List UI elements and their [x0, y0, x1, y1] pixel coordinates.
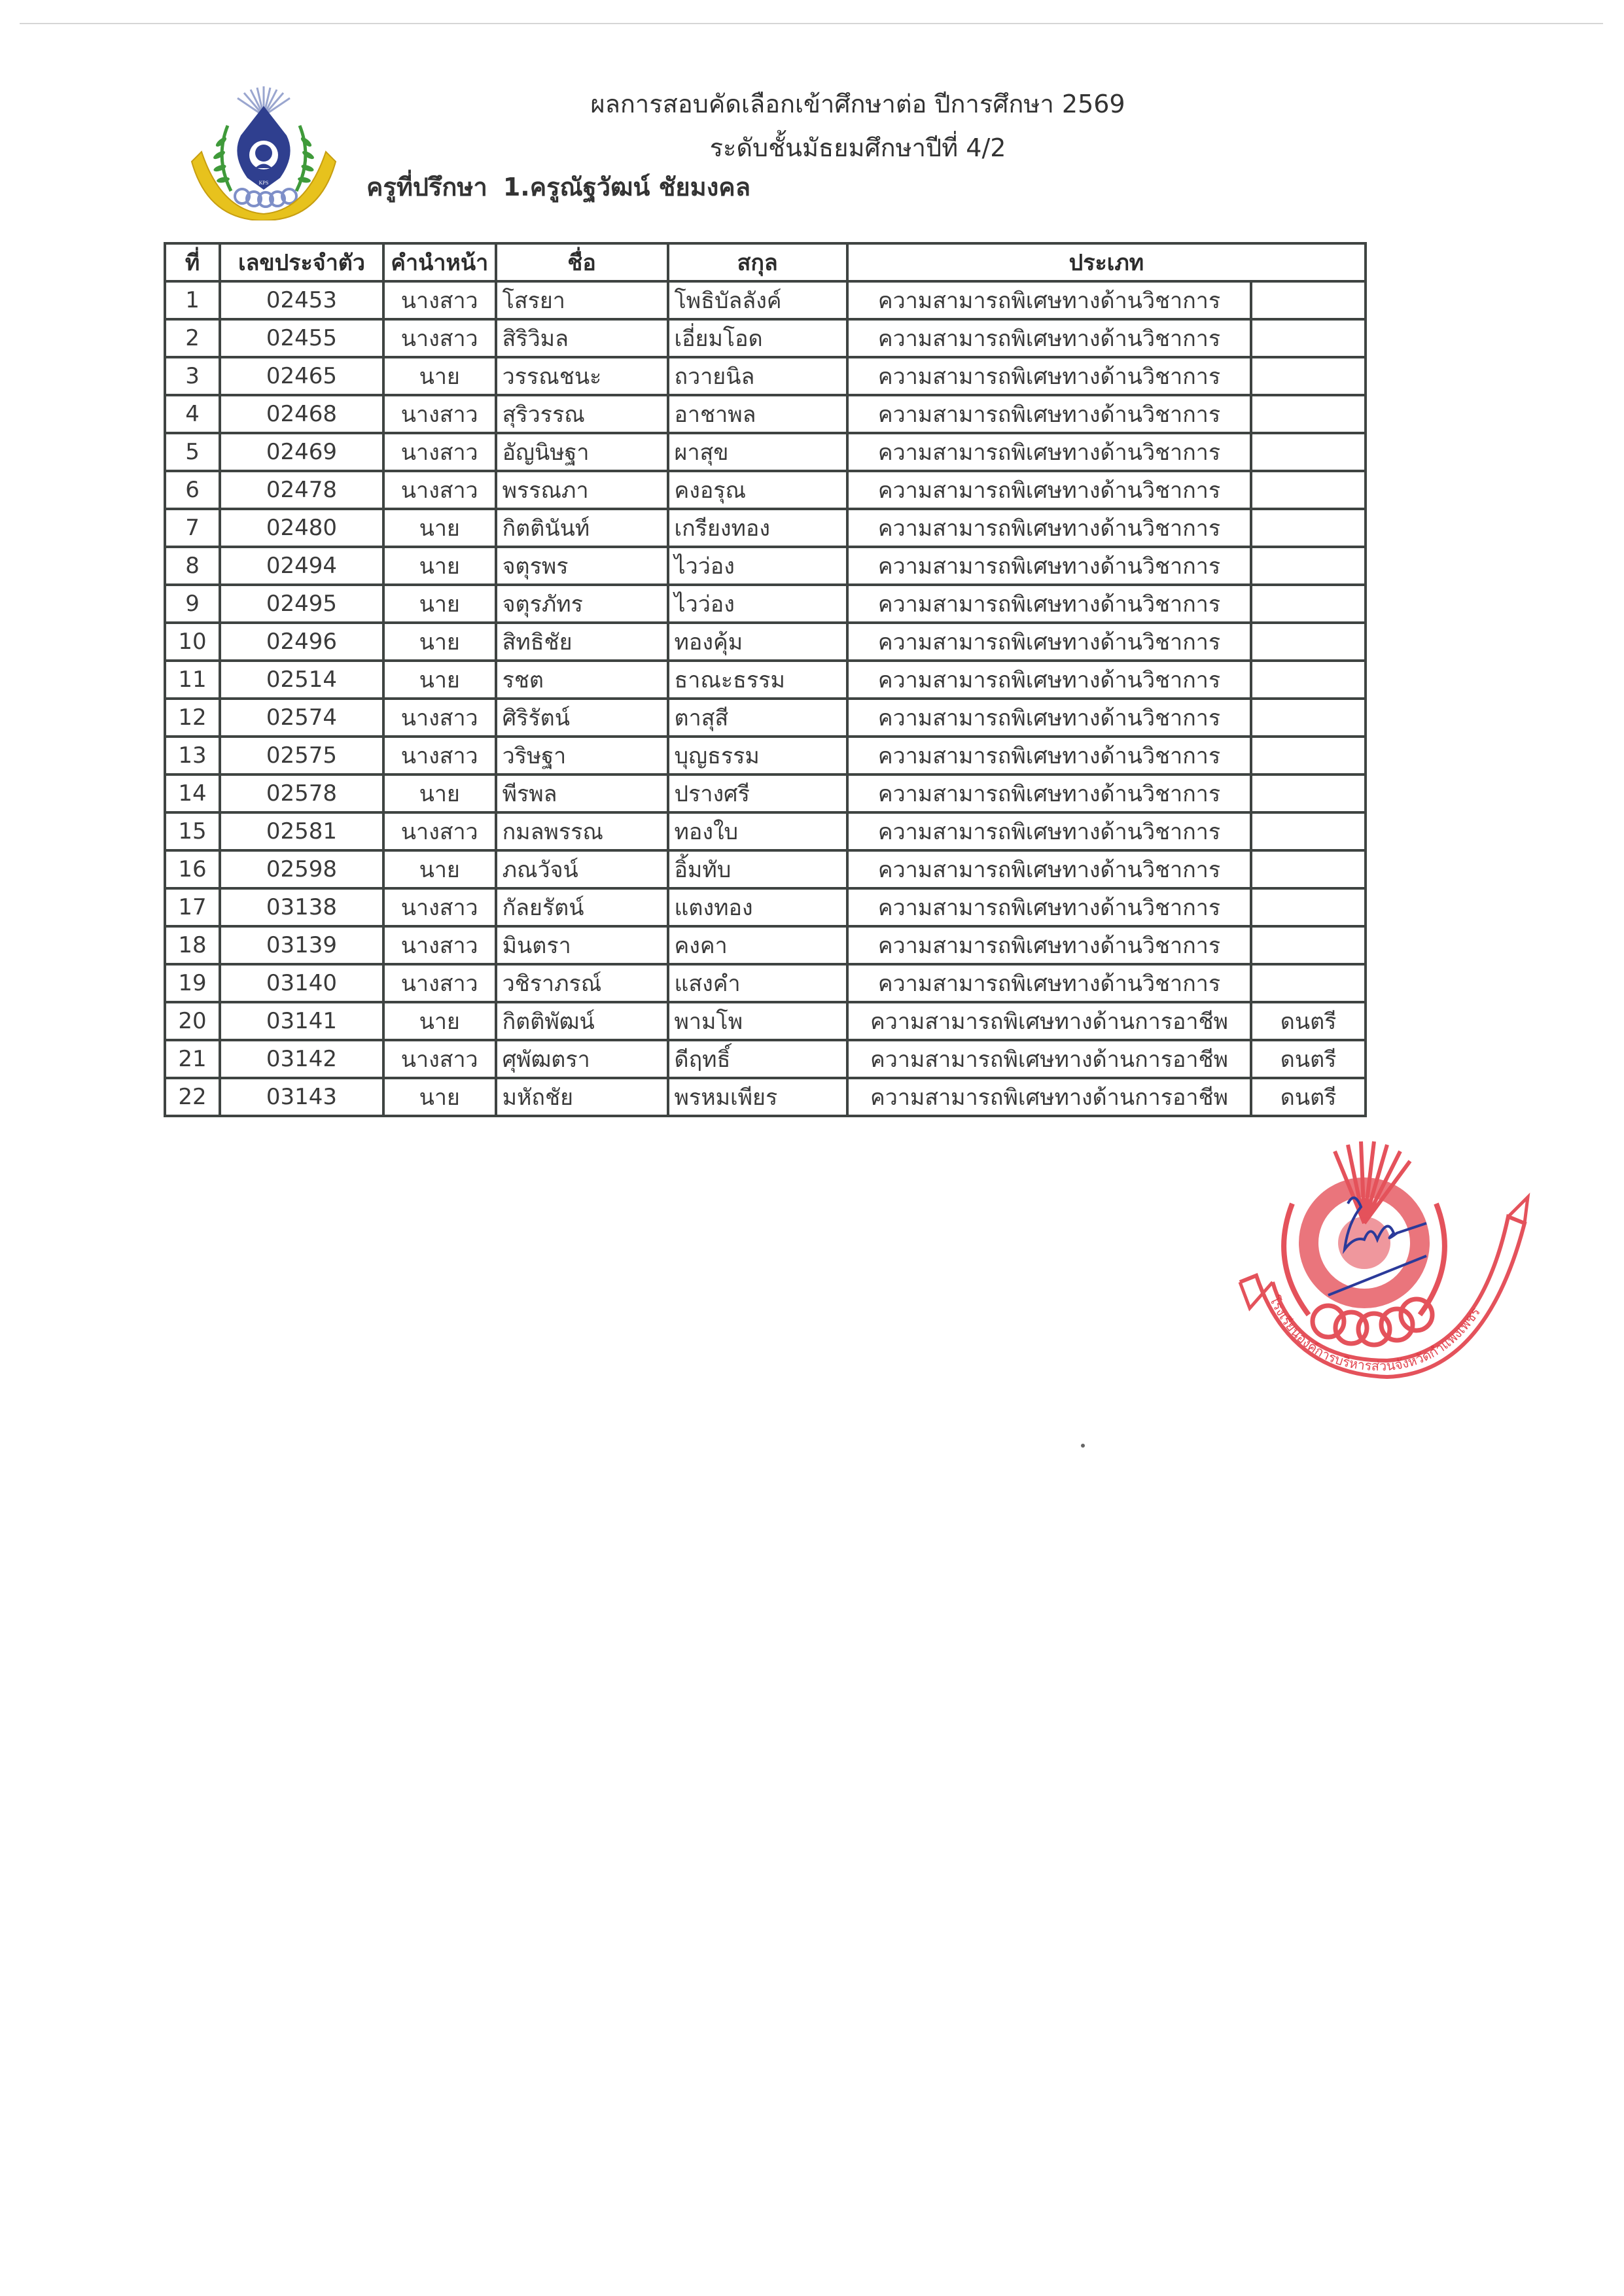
advisor-line — [366, 167, 750, 207]
admission-type-cell: ความสามารถพิเศษทางด้านวิชาการ — [847, 661, 1251, 699]
name-prefix-cell: นาย — [383, 661, 496, 699]
table-row — [165, 774, 1366, 812]
admission-type-cell: ความสามารถพิเศษทางด้านการอาชีพ — [847, 1002, 1251, 1040]
table-row — [165, 471, 1366, 509]
specialty-cell — [1251, 433, 1366, 471]
row-number-cell: 3 — [165, 357, 220, 395]
student-id-cell: 03140 — [220, 964, 383, 1002]
student-id-cell: 02581 — [220, 812, 383, 850]
name-prefix-cell: นาย — [383, 585, 496, 623]
row-number-cell: 4 — [165, 395, 220, 433]
last-name-cell: ตาสุสี — [668, 699, 847, 737]
row-number-cell: 9 — [165, 585, 220, 623]
school-seal-stamp-icon — [1230, 1125, 1534, 1387]
table-row — [165, 281, 1366, 319]
name-prefix-cell: นาย — [383, 509, 496, 547]
specialty-cell — [1251, 661, 1366, 699]
table-row — [165, 319, 1366, 357]
row-number-cell: 13 — [165, 737, 220, 774]
admission-type-cell: ความสามารถพิเศษทางด้านวิชาการ — [847, 737, 1251, 774]
last-name-cell: คงอรุณ — [668, 471, 847, 509]
first-name-cell: สุริวรรณ — [496, 395, 668, 433]
table-row — [165, 433, 1366, 471]
row-number-cell: 15 — [165, 812, 220, 850]
name-prefix-cell: นาย — [383, 623, 496, 661]
row-number-cell: 2 — [165, 319, 220, 357]
table-row — [165, 850, 1366, 888]
specialty-cell: ดนตรี — [1251, 1078, 1366, 1116]
svg-text:KPS: KPS — [258, 180, 269, 186]
advisor-label: ครูที่ปรึกษา — [366, 173, 487, 201]
name-prefix-cell: นางสาว — [383, 812, 496, 850]
first-name-cell: พีรพล — [496, 774, 668, 812]
name-prefix-cell: นางสาว — [383, 433, 496, 471]
document-title: ผลการสอบคัดเลือกเข้าศึกษาต่อ ปีการศึกษา 2569 — [590, 90, 1125, 118]
row-number-cell: 1 — [165, 281, 220, 319]
student-id-cell: 02455 — [220, 319, 383, 357]
admission-type-cell: ความสามารถพิเศษทางด้านวิชาการ — [847, 623, 1251, 661]
last-name-cell: อาชาพล — [668, 395, 847, 433]
last-name-cell: พรหมเพียร — [668, 1078, 847, 1116]
admission-type-cell: ความสามารถพิเศษทางด้านวิชาการ — [847, 509, 1251, 547]
student-id-cell: 02478 — [220, 471, 383, 509]
student-id-cell: 02514 — [220, 661, 383, 699]
row-number-cell: 17 — [165, 888, 220, 926]
student-id-cell: 03143 — [220, 1078, 383, 1116]
column-header-last-name: สกุล — [668, 243, 847, 281]
name-prefix-cell: นาย — [383, 1002, 496, 1040]
specialty-cell — [1251, 850, 1366, 888]
specialty-cell — [1251, 395, 1366, 433]
name-prefix-cell: นางสาว — [383, 926, 496, 964]
admission-type-cell: ความสามารถพิเศษทางด้านวิชาการ — [847, 395, 1251, 433]
admission-type-cell: ความสามารถพิเศษทางด้านวิชาการ — [847, 812, 1251, 850]
specialty-cell — [1251, 812, 1366, 850]
last-name-cell: ทองคุ้ม — [668, 623, 847, 661]
student-id-cell: 02453 — [220, 281, 383, 319]
first-name-cell: จตุรภัทร — [496, 585, 668, 623]
admission-type-cell: ความสามารถพิเศษทางด้านวิชาการ — [847, 471, 1251, 509]
first-name-cell: ศุพัฒตรา — [496, 1040, 668, 1078]
student-id-cell: 03139 — [220, 926, 383, 964]
table-row — [165, 395, 1366, 433]
specialty-cell — [1251, 774, 1366, 812]
table-header-row — [165, 243, 1366, 281]
first-name-cell: มหัถชัย — [496, 1078, 668, 1116]
table-row — [165, 623, 1366, 661]
specialty-cell — [1251, 888, 1366, 926]
specialty-cell — [1251, 699, 1366, 737]
first-name-cell: โสรยา — [496, 281, 668, 319]
student-id-cell: 02468 — [220, 395, 383, 433]
specialty-cell — [1251, 319, 1366, 357]
admission-type-cell: ความสามารถพิเศษทางด้านการอาชีพ — [847, 1078, 1251, 1116]
admission-type-cell: ความสามารถพิเศษทางด้านวิชาการ — [847, 926, 1251, 964]
column-header-prefix: คำนำหน้า — [383, 243, 496, 281]
name-prefix-cell: นาย — [383, 357, 496, 395]
last-name-cell: แสงคำ — [668, 964, 847, 1002]
first-name-cell: รชต — [496, 661, 668, 699]
admission-type-cell: ความสามารถพิเศษทางด้านวิชาการ — [847, 699, 1251, 737]
first-name-cell: พรรณภา — [496, 471, 668, 509]
first-name-cell: ภณวัจน์ — [496, 850, 668, 888]
name-prefix-cell: นางสาว — [383, 319, 496, 357]
svg-text:โรงเรียนองค์การบริหารส่วนจังหว: โรงเรียนองค์การบริหารส่วนจังหวัดกำแพงเพชร — [1266, 1293, 1483, 1374]
specialty-cell: ดนตรี — [1251, 1002, 1366, 1040]
admission-type-cell: ความสามารถพิเศษทางด้านวิชาการ — [847, 774, 1251, 812]
table-row — [165, 737, 1366, 774]
admission-type-cell: ความสามารถพิเศษทางด้านวิชาการ — [847, 319, 1251, 357]
first-name-cell: วริษฐา — [496, 737, 668, 774]
admission-type-cell: ความสามารถพิเศษทางด้านวิชาการ — [847, 433, 1251, 471]
last-name-cell: คงคา — [668, 926, 847, 964]
last-name-cell: ถวายนิล — [668, 357, 847, 395]
specialty-cell — [1251, 281, 1366, 319]
last-name-cell: ไวว่อง — [668, 585, 847, 623]
name-prefix-cell: นางสาว — [383, 964, 496, 1002]
specialty-cell: ดนตรี — [1251, 1040, 1366, 1078]
admission-type-cell: ความสามารถพิเศษทางด้านวิชาการ — [847, 357, 1251, 395]
specialty-cell — [1251, 623, 1366, 661]
admission-type-cell: ความสามารถพิเศษทางด้านวิชาการ — [847, 888, 1251, 926]
column-header-student-id: เลขประจำตัว — [220, 243, 383, 281]
table-row — [165, 964, 1366, 1002]
row-number-cell: 20 — [165, 1002, 220, 1040]
first-name-cell: อัญนิษฐา — [496, 433, 668, 471]
name-prefix-cell: นางสาว — [383, 888, 496, 926]
table-row — [165, 1002, 1366, 1040]
name-prefix-cell: นางสาว — [383, 1040, 496, 1078]
table-body — [165, 281, 1366, 1116]
column-header-no: ที่ — [165, 243, 220, 281]
first-name-cell: จตุรพร — [496, 547, 668, 585]
student-id-cell: 02465 — [220, 357, 383, 395]
student-id-cell: 02480 — [220, 509, 383, 547]
first-name-cell: วรรณชนะ — [496, 357, 668, 395]
last-name-cell: ไวว่อง — [668, 547, 847, 585]
name-prefix-cell: นางสาว — [383, 281, 496, 319]
row-number-cell: 19 — [165, 964, 220, 1002]
row-number-cell: 12 — [165, 699, 220, 737]
student-id-cell: 02495 — [220, 585, 383, 623]
specialty-cell — [1251, 585, 1366, 623]
specialty-cell — [1251, 964, 1366, 1002]
last-name-cell: โพธิบัลลังค์ — [668, 281, 847, 319]
row-number-cell: 14 — [165, 774, 220, 812]
specialty-cell — [1251, 509, 1366, 547]
first-name-cell: กิตติพัฒน์ — [496, 1002, 668, 1040]
last-name-cell: ธาณะธรรม — [668, 661, 847, 699]
scan-speck — [1081, 1444, 1085, 1448]
row-number-cell: 11 — [165, 661, 220, 699]
name-prefix-cell: นางสาว — [383, 471, 496, 509]
admission-type-cell: ความสามารถพิเศษทางด้านการอาชีพ — [847, 1040, 1251, 1078]
name-prefix-cell: นาย — [383, 774, 496, 812]
first-name-cell: ศิริรัตน์ — [496, 699, 668, 737]
last-name-cell: แตงทอง — [668, 888, 847, 926]
admission-type-cell: ความสามารถพิเศษทางด้านวิชาการ — [847, 585, 1251, 623]
student-id-cell: 02578 — [220, 774, 383, 812]
student-id-cell: 02469 — [220, 433, 383, 471]
student-id-cell: 02574 — [220, 699, 383, 737]
scan-artifact-line — [20, 23, 1603, 24]
admission-type-cell: ความสามารถพิเศษทางด้านวิชาการ — [847, 964, 1251, 1002]
row-number-cell: 22 — [165, 1078, 220, 1116]
table-row — [165, 585, 1366, 623]
last-name-cell: ดีฤทธิ์ — [668, 1040, 847, 1078]
row-number-cell: 16 — [165, 850, 220, 888]
table-row — [165, 812, 1366, 850]
first-name-cell: สิริวิมล — [496, 319, 668, 357]
admission-type-cell: ความสามารถพิเศษทางด้านวิชาการ — [847, 281, 1251, 319]
name-prefix-cell: นางสาว — [383, 395, 496, 433]
student-id-cell: 02494 — [220, 547, 383, 585]
name-prefix-cell: นางสาว — [383, 737, 496, 774]
table-row — [165, 699, 1366, 737]
first-name-cell: กิตตินันท์ — [496, 509, 668, 547]
last-name-cell: ทองใบ — [668, 812, 847, 850]
table-row — [165, 547, 1366, 585]
admission-type-cell: ความสามารถพิเศษทางด้านวิชาการ — [847, 547, 1251, 585]
admission-type-cell: ความสามารถพิเศษทางด้านวิชาการ — [847, 850, 1251, 888]
table-row — [165, 661, 1366, 699]
row-number-cell: 10 — [165, 623, 220, 661]
specialty-cell — [1251, 547, 1366, 585]
first-name-cell: กัลยรัตน์ — [496, 888, 668, 926]
student-id-cell: 02575 — [220, 737, 383, 774]
row-number-cell: 5 — [165, 433, 220, 471]
student-id-cell: 02496 — [220, 623, 383, 661]
table-row — [165, 1078, 1366, 1116]
row-number-cell: 8 — [165, 547, 220, 585]
last-name-cell: ผาสุข — [668, 433, 847, 471]
table-row — [165, 357, 1366, 395]
name-prefix-cell: นาย — [383, 1078, 496, 1116]
student-id-cell: 03138 — [220, 888, 383, 926]
student-id-cell: 02598 — [220, 850, 383, 888]
row-number-cell: 18 — [165, 926, 220, 964]
table-row — [165, 926, 1366, 964]
first-name-cell: กมลพรรณ — [496, 812, 668, 850]
signature-icon — [1328, 1198, 1426, 1295]
table-row — [165, 1040, 1366, 1078]
last-name-cell: พามโพ — [668, 1002, 847, 1040]
name-prefix-cell: นางสาว — [383, 699, 496, 737]
table-row — [165, 888, 1366, 926]
grade-level-subtitle: ระดับชั้นมัธยมศึกษาปีที่ 4/2 — [709, 133, 1006, 162]
specialty-cell — [1251, 737, 1366, 774]
name-prefix-cell: นาย — [383, 547, 496, 585]
student-results-table — [164, 242, 1367, 1117]
name-prefix-cell: นาย — [383, 850, 496, 888]
student-id-cell: 03142 — [220, 1040, 383, 1078]
column-header-first-name: ชื่อ — [496, 243, 668, 281]
specialty-cell — [1251, 926, 1366, 964]
row-number-cell: 6 — [165, 471, 220, 509]
advisor-name: 1.ครูณัฐวัฒน์ ชัยมงคล — [503, 173, 750, 201]
student-id-cell: 03141 — [220, 1002, 383, 1040]
first-name-cell: สิทธิชัย — [496, 623, 668, 661]
row-number-cell: 7 — [165, 509, 220, 547]
last-name-cell: เอี่ยมโอด — [668, 319, 847, 357]
first-name-cell: มินตรา — [496, 926, 668, 964]
last-name-cell: บุญธรรม — [668, 737, 847, 774]
last-name-cell: เกรียงทอง — [668, 509, 847, 547]
last-name-cell: ปรางศรี — [668, 774, 847, 812]
specialty-cell — [1251, 471, 1366, 509]
last-name-cell: อิ้มทับ — [668, 850, 847, 888]
row-number-cell: 21 — [165, 1040, 220, 1078]
specialty-cell — [1251, 357, 1366, 395]
first-name-cell: วชิราภรณ์ — [496, 964, 668, 1002]
column-header-type: ประเภท — [847, 243, 1366, 281]
table-row — [165, 509, 1366, 547]
